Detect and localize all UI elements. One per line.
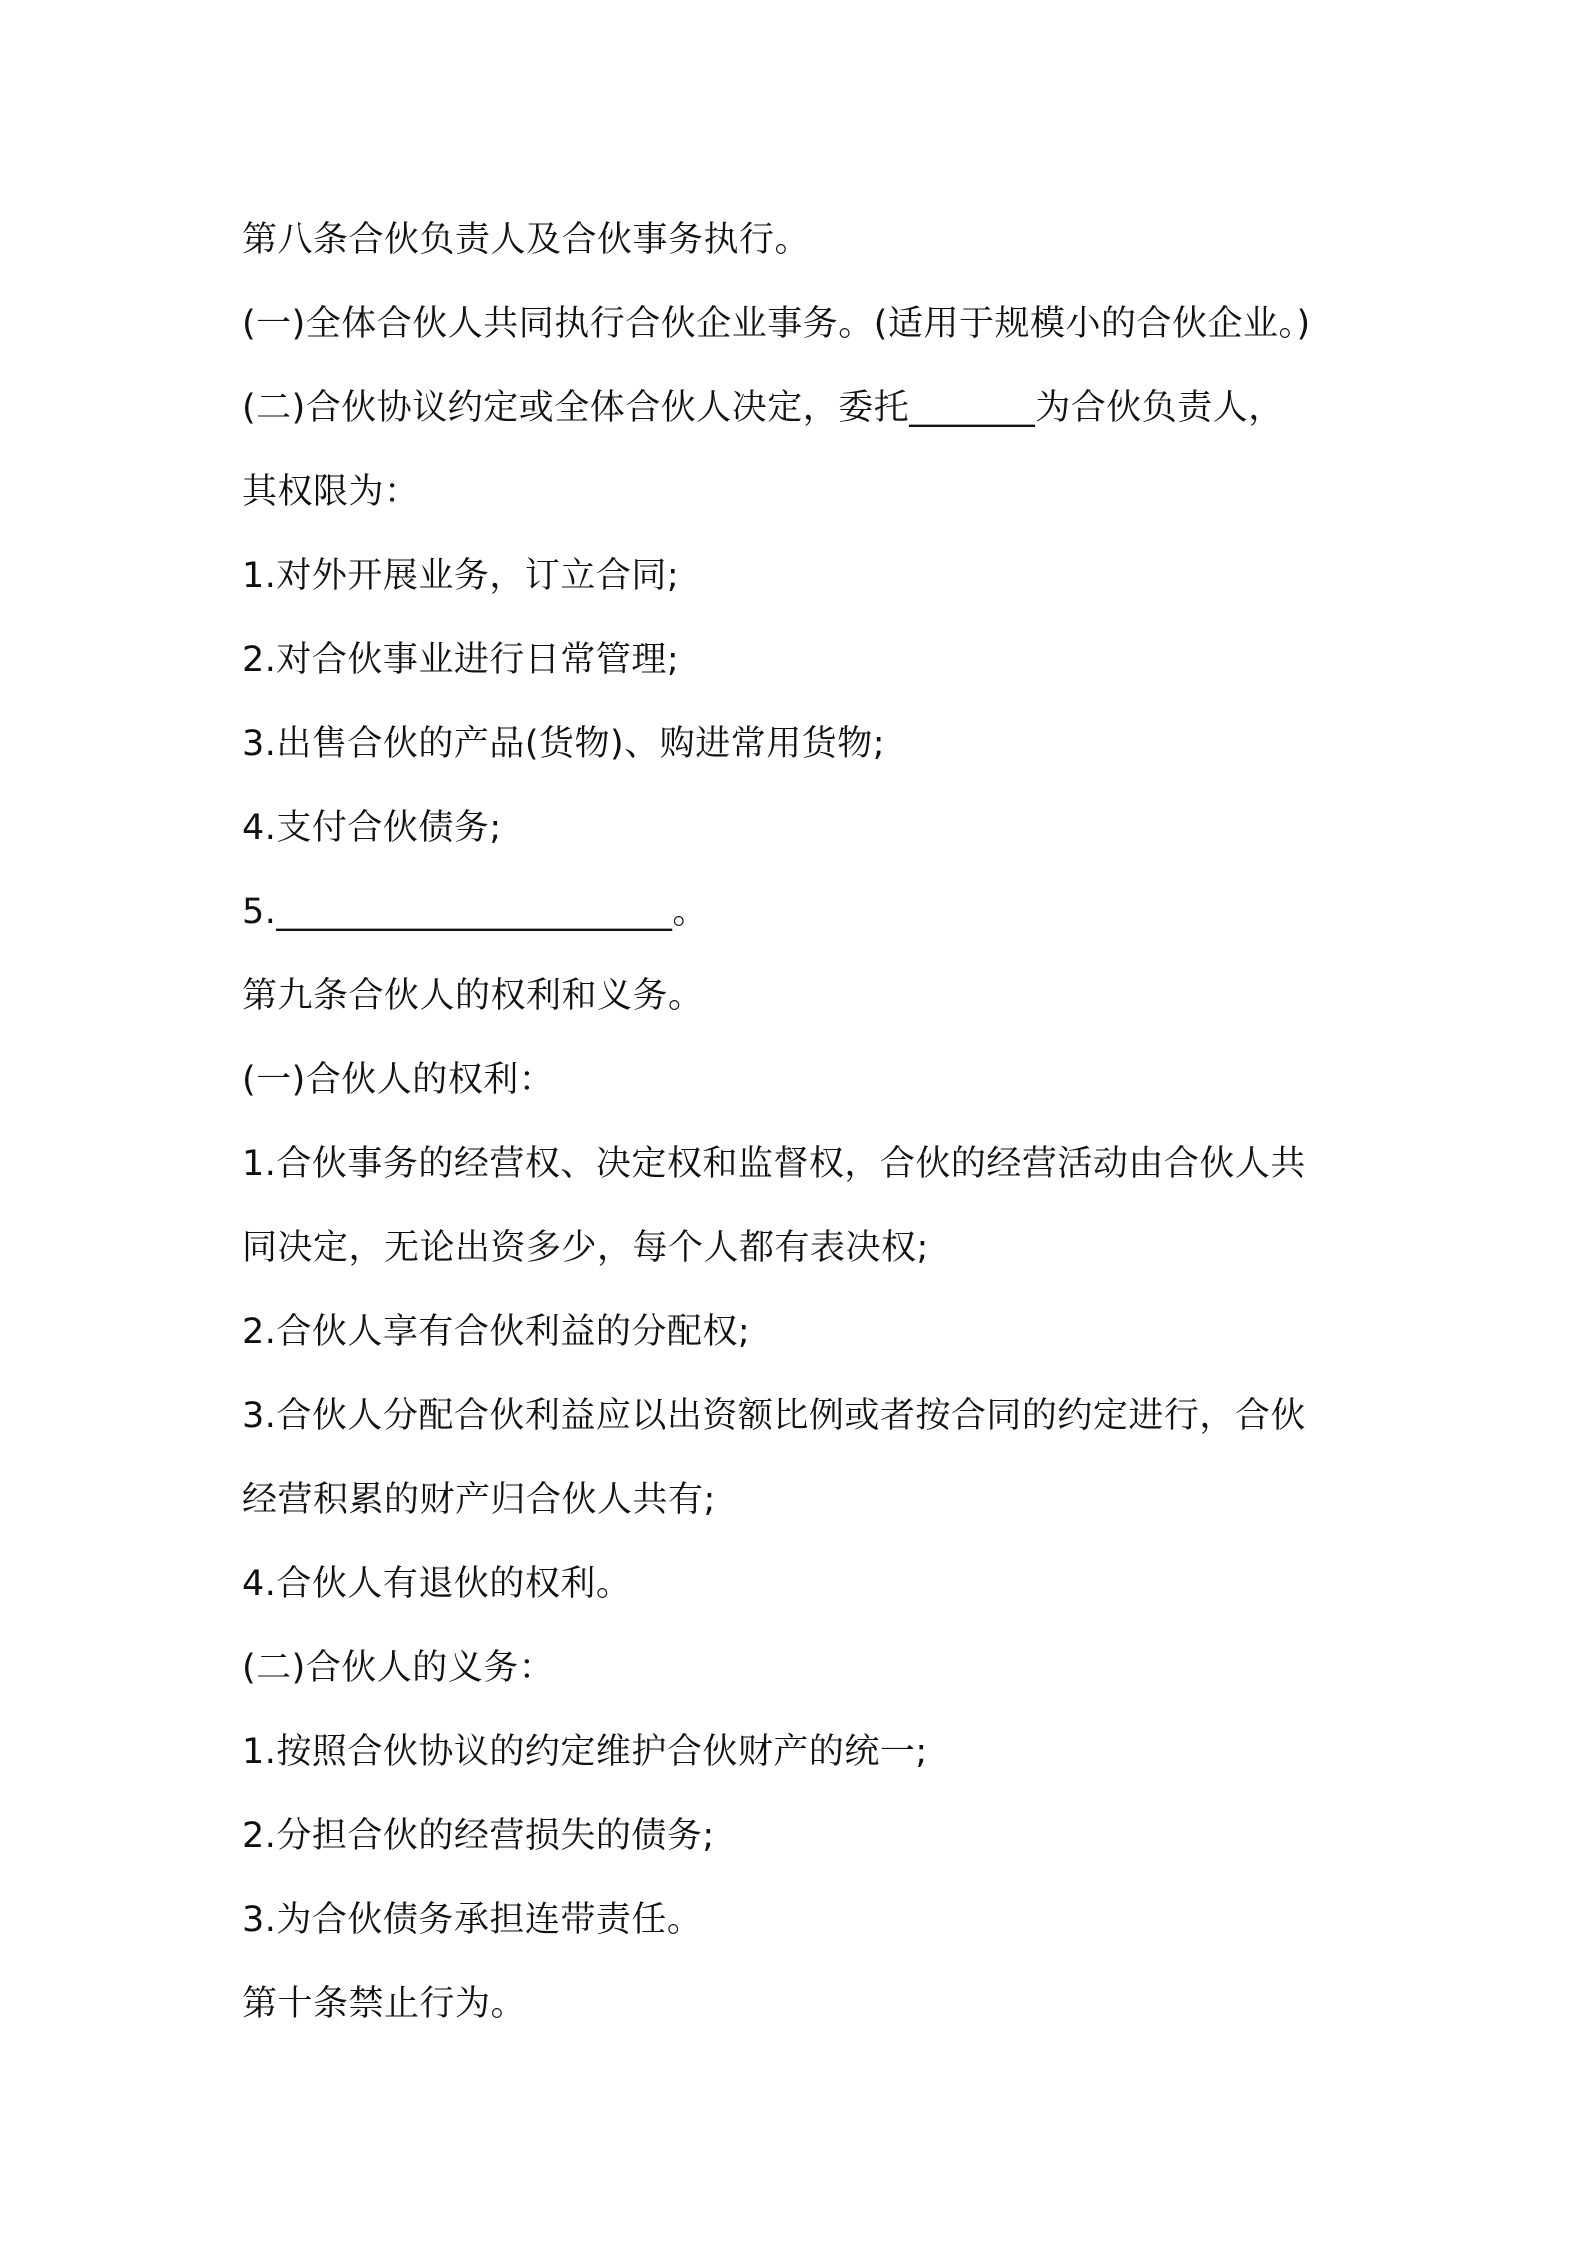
paragraph-line: (二)合伙协议约定或全体合伙人决定，委托_______为合伙负责人，: [242, 388, 1284, 428]
list-item: 2.分担合伙的经营损失的债务;: [242, 1816, 715, 1856]
list-item: 4.支付合伙债务;: [242, 808, 502, 848]
list-item: 1.对外开展业务，订立合同;: [242, 556, 680, 596]
list-item: 3.为合伙债务承担连带责任。: [242, 1900, 703, 1940]
list-item: 1.合伙事务的经营权、决定权和监督权，合伙的经营活动由合伙人共: [242, 1144, 1306, 1184]
article-8-heading: 第八条合伙负责人及合伙事务执行。: [242, 220, 811, 260]
section-heading: (一)合伙人的权利：: [242, 1060, 555, 1100]
list-item-continuation: 同决定，无论出资多少，每个人都有表决权;: [242, 1228, 929, 1268]
list-item: 5.______________________。: [242, 892, 708, 932]
article-9-heading: 第九条合伙人的权利和义务。: [242, 976, 704, 1016]
list-item: 2.对合伙事业进行日常管理;: [242, 640, 680, 680]
list-item-continuation: 经营积累的财产归合伙人共有;: [242, 1480, 716, 1520]
paragraph-line: (一)全体合伙人共同执行合伙企业事务。(适用于规模小的合伙企业。): [242, 304, 1311, 344]
article-10-heading: 第十条禁止行为。: [242, 1984, 527, 2024]
list-item: 3.出售合伙的产品(货物)、购进常用货物;: [242, 724, 885, 764]
list-item: 4.合伙人有退伙的权利。: [242, 1564, 632, 1604]
list-item: 1.按照合伙协议的约定维护合伙财产的统一;: [242, 1732, 928, 1772]
paragraph-line: 其权限为：: [242, 472, 420, 512]
list-item: 3.合伙人分配合伙利益应以出资额比例或者按合同的约定进行，合伙: [242, 1396, 1306, 1436]
section-heading: (二)合伙人的义务：: [242, 1648, 555, 1688]
list-item: 2.合伙人享有合伙利益的分配权;: [242, 1312, 751, 1352]
document-body: [242, 198, 1362, 2046]
